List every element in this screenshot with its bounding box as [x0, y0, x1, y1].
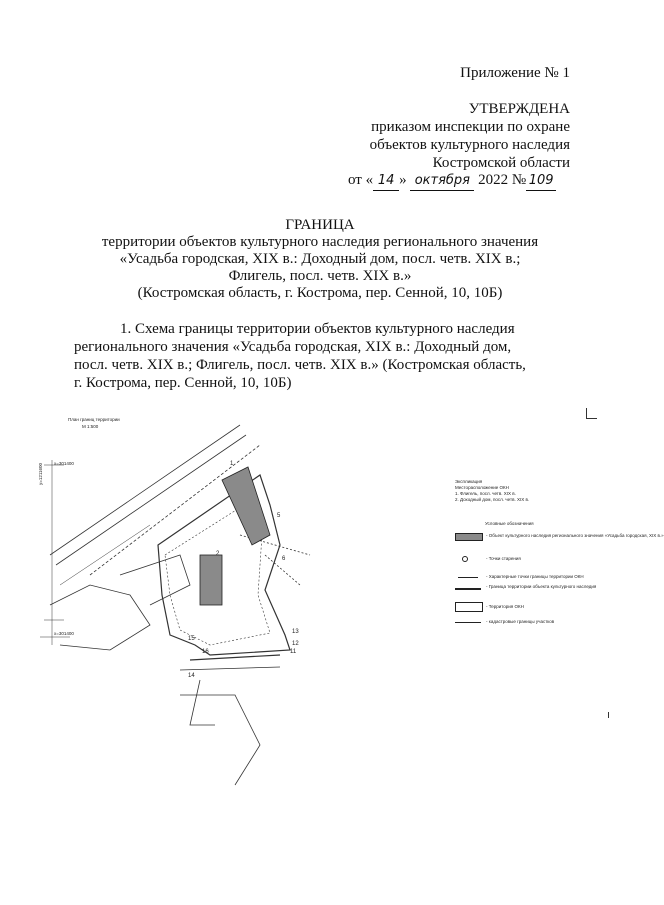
- legend-item-5: - Территория ОКН: [486, 604, 524, 609]
- approved-label: УТВЕРЖДЕНА: [468, 101, 570, 117]
- coord-label-3: x=301400: [54, 631, 74, 636]
- street-line: [50, 425, 240, 555]
- svg-text:16: 16: [202, 649, 209, 655]
- building-outline: [50, 585, 150, 650]
- legend-objects-title: Экспликация: [455, 479, 483, 484]
- coord-label-2: y=1211600: [38, 462, 43, 485]
- svg-text:6: 6: [282, 556, 286, 562]
- date-month: октября: [410, 172, 474, 191]
- date-day: 14: [373, 172, 399, 191]
- building-outline: [120, 555, 190, 605]
- legend-swatch-char-points: [458, 577, 478, 578]
- order-line-3: Костромской области: [432, 155, 570, 171]
- coord-label-1: x=301400: [54, 461, 74, 466]
- legend-item-2: - Точки старения: [486, 556, 521, 561]
- svg-text:15: 15: [188, 636, 195, 642]
- body-line-4: г. Кострома, пер. Сенной, 10, 10Б): [74, 375, 292, 391]
- appendix-label: Приложение № 1: [460, 65, 570, 81]
- date-mid: »: [399, 172, 407, 188]
- legend-item-3: - Характерные точки границы территории ОКН: [486, 574, 584, 579]
- svg-text:13: 13: [292, 629, 299, 635]
- document-title: ГРАНИЦА: [285, 217, 355, 233]
- territory-boundary: [158, 475, 290, 655]
- order-line-2: объектов культурного наследия: [369, 137, 570, 153]
- boundary-map: [30, 405, 450, 785]
- date-prefix: от «: [348, 172, 374, 188]
- legend-item-6: - кадастровые границы участков: [486, 619, 555, 624]
- legend-swatch-boundary: [455, 588, 481, 590]
- body-line-2: регионального значения «Усадьба городская, XIX в.: Доходный дом,: [74, 339, 512, 355]
- legend-swatch-cadastral: [455, 622, 481, 623]
- order-line-1: приказом инспекции по охране: [371, 119, 570, 135]
- title-line-2: «Усадьба городская, XIX в.: Доходный дом, посл. четв. XIX в.;: [119, 251, 521, 267]
- legend-item-1: - Объект культурного наследия регионального значения «Усадьба городская, XIX в.»: [486, 533, 664, 538]
- object-building-1: [222, 467, 270, 545]
- street-edge: [190, 655, 280, 660]
- legend-item-4: - Граница территории объекта культурного наследия: [486, 584, 597, 589]
- legend-objects-subtitle: Месторасположение ОКН: [455, 485, 509, 490]
- title-line-4: (Костромская область, г. Кострома, пер. Сенной, 10, 10Б): [137, 285, 503, 301]
- legend-swatch-point: [462, 556, 468, 562]
- edge-mark: [608, 712, 609, 718]
- svg-text:1: 1: [230, 461, 234, 467]
- legend-title: Условные обозначения: [485, 521, 534, 526]
- svg-text:2: 2: [216, 551, 220, 557]
- body-line-1: 1. Схема границы территории объектов культурного наследия: [120, 321, 515, 337]
- svg-text:5: 5: [277, 513, 281, 519]
- street-edge: [180, 667, 280, 670]
- corner-mark: [586, 408, 597, 419]
- street-line: [60, 525, 150, 585]
- map-drawing: [30, 405, 450, 785]
- legend-object-1: 1. Флигель, посл. четв. XIX в.: [455, 491, 516, 496]
- object-building-2: [200, 555, 222, 605]
- building-outline: [180, 695, 260, 785]
- building-outline: [190, 680, 215, 725]
- plan-title-1: План границ территории: [68, 417, 120, 422]
- legend-swatch-object: [455, 533, 483, 541]
- legend-swatch-territory: [455, 602, 483, 612]
- title-line-3: Флигель, посл. четв. XIX в.»: [228, 268, 412, 284]
- svg-text:14: 14: [188, 673, 195, 679]
- svg-text:12: 12: [292, 641, 299, 647]
- svg-text:11: 11: [290, 649, 297, 655]
- order-number: 109: [526, 172, 556, 191]
- body-line-3: посл. четв. XIX в.; Флигель, посл. четв. XIX в.» (Костромская область,: [74, 357, 526, 373]
- legend-object-2: 2. Доходный дом, посл. четв. XIX в.: [455, 497, 530, 502]
- street-line: [56, 435, 246, 565]
- title-line-1: территории объектов культурного наследия регионального значения: [101, 234, 539, 250]
- plan-title-2: М 1:500: [82, 424, 99, 429]
- date-year: 2022 №: [478, 172, 527, 188]
- order-date-line: [348, 171, 556, 191]
